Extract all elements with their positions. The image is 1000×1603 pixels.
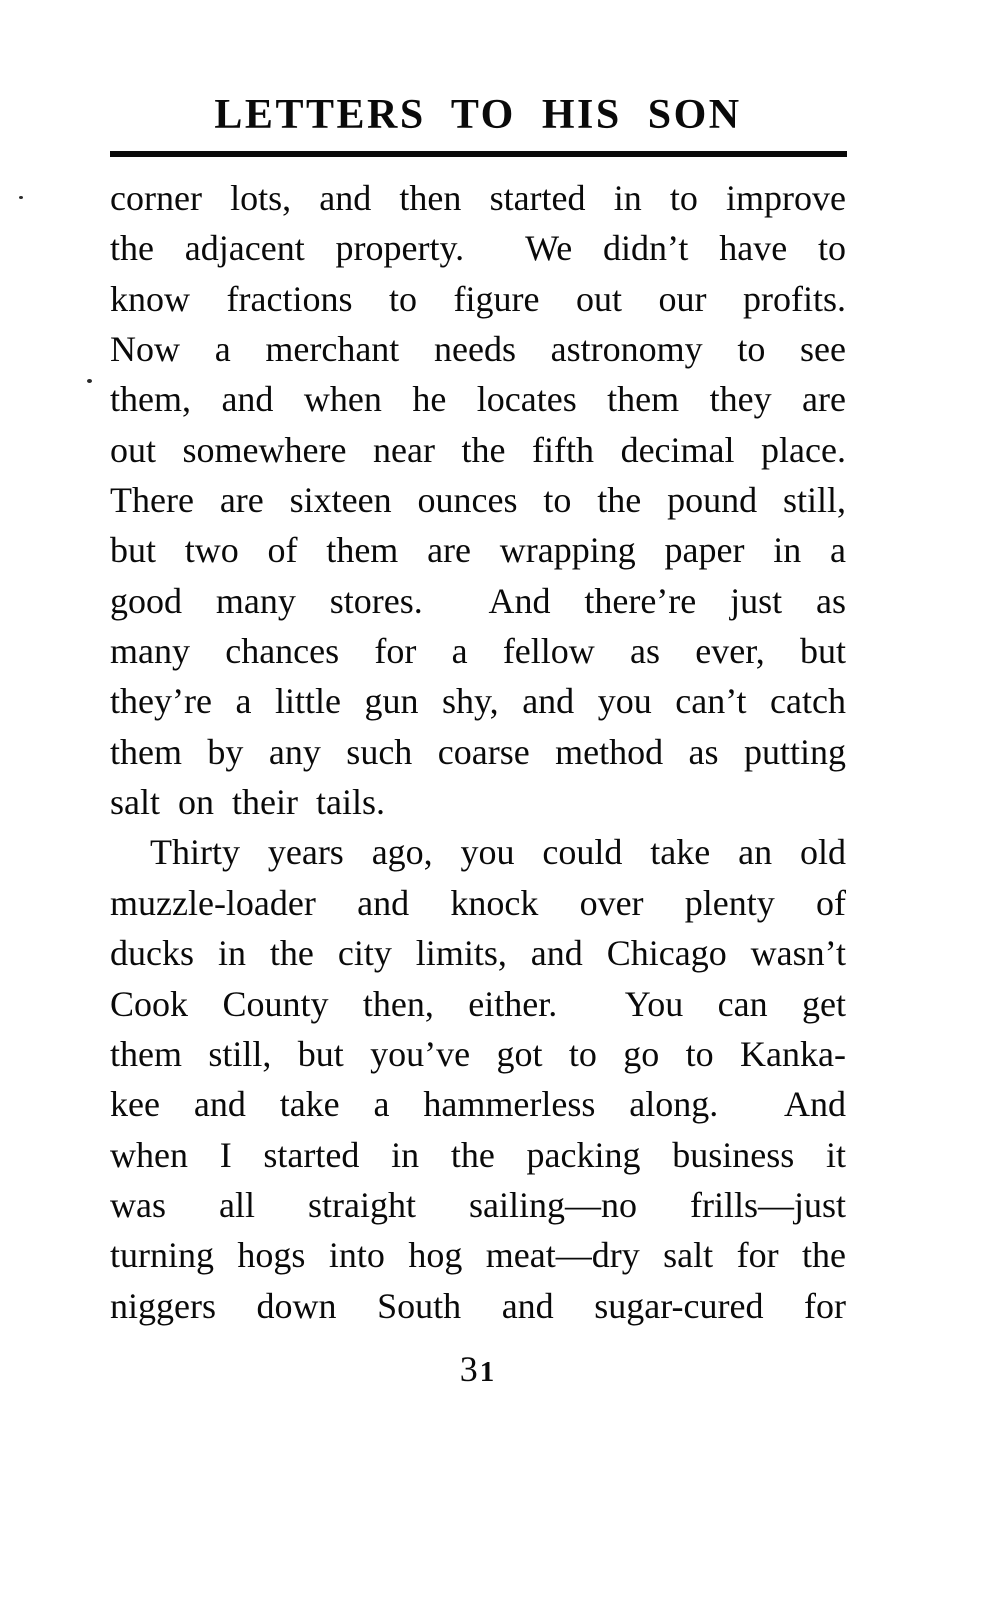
text-line: but two of them are wrapping paper in a bbox=[110, 530, 846, 571]
text-line: them, and when he locates them they are bbox=[110, 379, 846, 420]
text-line: them still, but you’ve got to go to Kanka- bbox=[110, 1033, 846, 1074]
text-line: Now a merchant needs astronomy to see bbox=[110, 329, 846, 370]
text-line: know fractions to figure out our profits. bbox=[110, 278, 846, 319]
text-line: the adjacent property. We didn’t have to bbox=[110, 228, 846, 269]
body-text bbox=[110, 173, 846, 1331]
ink-speck bbox=[87, 379, 92, 383]
ink-speck bbox=[19, 196, 23, 199]
header-rule-divider bbox=[110, 151, 847, 157]
text-line: There are sixteen ounces to the pound still, bbox=[110, 480, 846, 521]
running-head-title: LETTERS TO HIS SON bbox=[214, 92, 742, 138]
text-line: salt on their tails. bbox=[110, 782, 385, 823]
text-line: ducks in the city limits, and Chicago wasn’t bbox=[110, 933, 846, 974]
text-line: was all straight sailing—no frills—just bbox=[110, 1184, 846, 1225]
text-line: muzzle-loader and knock over plenty of bbox=[110, 882, 846, 923]
text-line: turning hogs into hog meat—dry salt for the bbox=[110, 1235, 846, 1276]
page-number: 31 bbox=[459, 1349, 497, 1389]
text-line: corner lots, and then started in to improve bbox=[110, 178, 846, 218]
text-line: when I started in the packing business it bbox=[110, 1134, 846, 1175]
text-line: good many stores. And there’re just as bbox=[110, 580, 846, 621]
text-line: them by any such coarse method as putting bbox=[110, 731, 846, 772]
text-line: Cook County then, either. You can get bbox=[110, 983, 846, 1024]
text-line-paragraph-start: Thirty years ago, you could take an old bbox=[150, 832, 846, 873]
text-line: out somewhere near the fifth decimal place. bbox=[110, 429, 846, 470]
text-line: kee and take a hammerless along. And bbox=[110, 1084, 846, 1125]
text-line: niggers down South and sugar-cured for bbox=[110, 1285, 846, 1326]
text-line: many chances for a fellow as ever, but bbox=[110, 631, 846, 672]
text-line: they’re a little gun shy, and you can’t catch bbox=[110, 681, 846, 722]
